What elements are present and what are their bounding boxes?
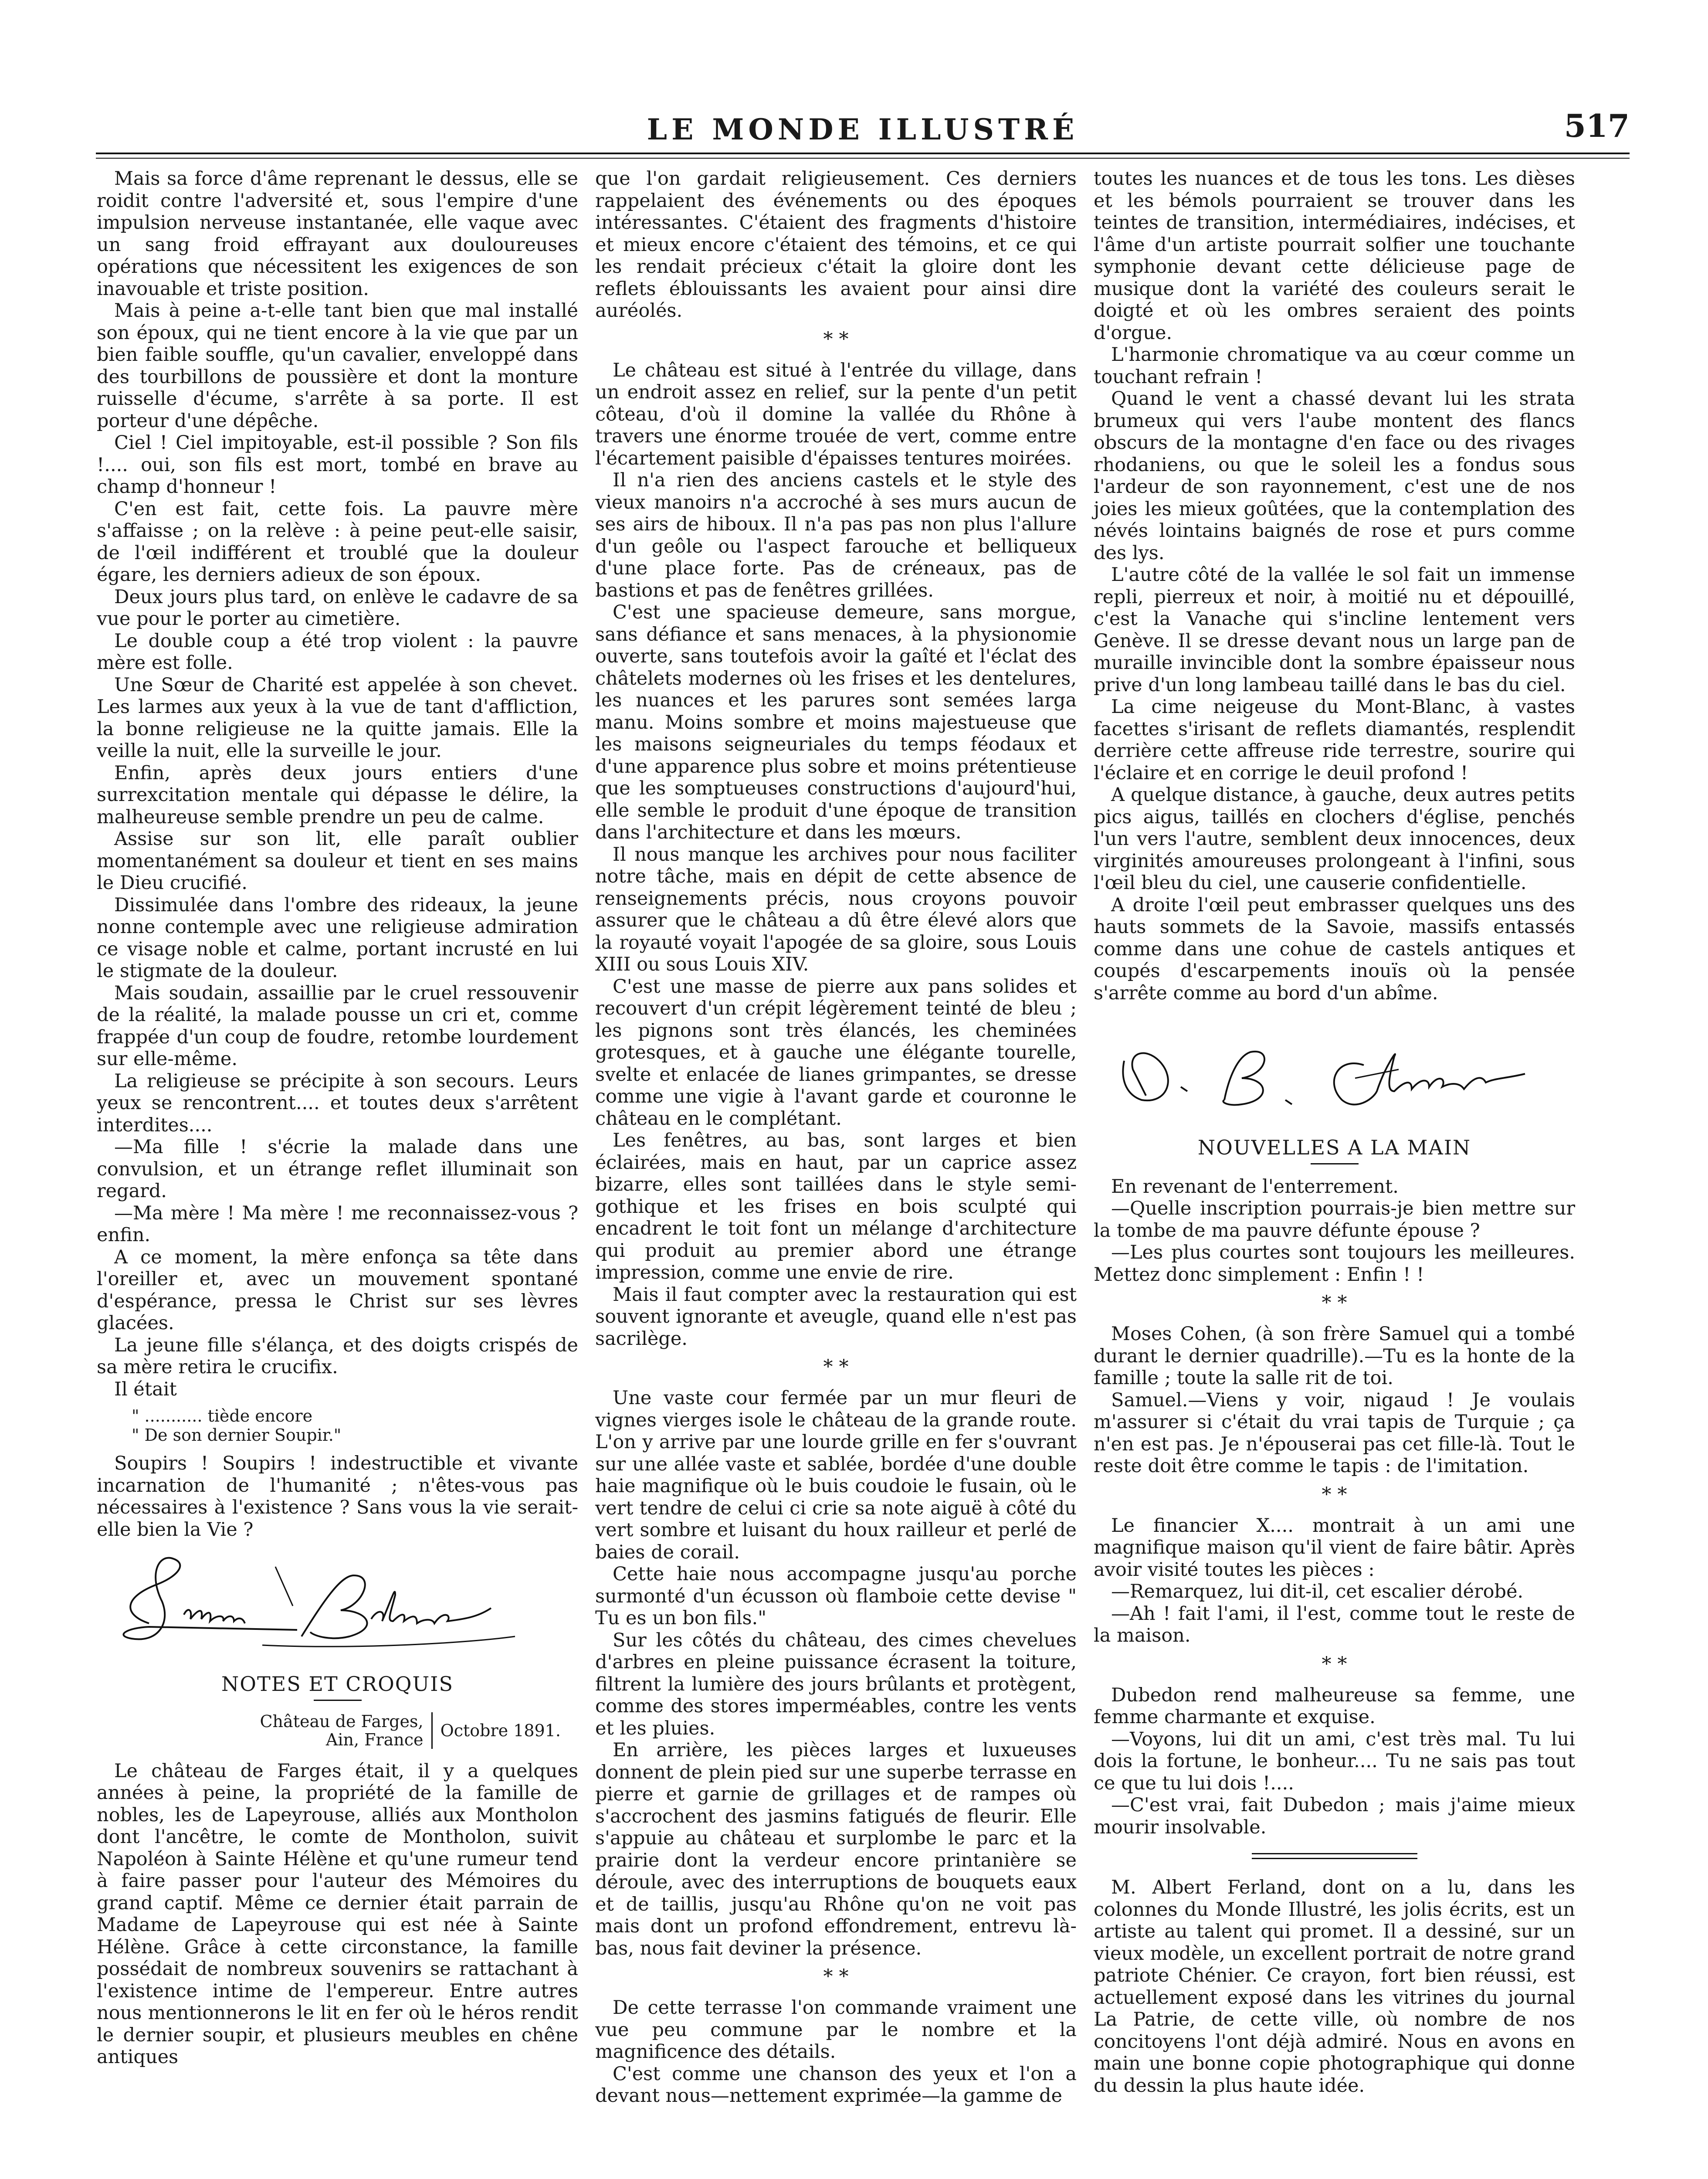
- paragraph: —Les plus courtes sont toujours les meilleures. Mettez donc simplement : Enfin ! !: [1094, 1242, 1575, 1286]
- section-title-notes: NOTES ET CROQUIS: [221, 1672, 454, 1696]
- paragraph: —Voyons, lui dit un ami, c'est très mal. Tu lui dois la fortune, le bonheur.... Tu ne sais pas tout ce que tu lui dois !....: [1094, 1728, 1575, 1794]
- paragraph: M. Albert Ferland, dont on a lu, dans les colonnes du Monde Illustré, les jolis écrits, est un artiste au talent qui promet. Il a dessiné, sur un vieux modèle, un excellent portrait de notre grand patriote Chénier. Ce crayon, fort bien réussi, est actuellement exposé dans les vitrines du journal La Patrie, de cette ville, où nombre de nos concitoyens l'ont déjà admiré. Nous en avons en main une bonne copie photographique qui donne du dessin la plus haute idée.: [1094, 1877, 1575, 2097]
- paragraph: Moses Cohen, (à son frère Samuel qui a tombé durant le dernier quadrille).—Tu es la honte de la famille ; toute la salle rit de toi.: [1094, 1323, 1575, 1389]
- asterism: * *: [1322, 1483, 1347, 1506]
- page-number: 517: [1564, 107, 1630, 144]
- paragraph: Une vaste cour fermée par un mur fleuri de vignes vierges isole le château de la grande route. L'on y arrive par une lourde grille en fer s'ouvrant sur une allée vaste et sablée, bordée d'une double haie magnifique où le buis coudoie le fusain, où le vert tendre de celui ci crie sa note aiguë à côté du vert sombre et luisant du houx railleur et perlé de baies de corail.: [595, 1387, 1077, 1563]
- paragraph: C'est une masse de pierre aux pans solides et recouvert d'un crépit légèrement teinté de bleu ; les pignons sont très élancés, les cheminées grotesques, et à gauche une élégante tourelle, svelte et enlacée de lianes grimpantes, se dresse comme une vigie à l'avant garde et couronne le château en le complétant.: [595, 975, 1077, 1130]
- signature-graphic: [1094, 1013, 1575, 1126]
- paragraph: A ce moment, la mère enfonça sa tête dans l'oreiller et, avec un mouvement spontané d'espérance, pressa le Christ sur ses lèvres glacées.: [97, 1246, 578, 1334]
- page-header: [96, 105, 1630, 153]
- asterism: * *: [1322, 1292, 1347, 1314]
- paragraph: C'est comme une chanson des yeux et l'on a devant nous—nettement exprimée—la gamme de: [595, 2063, 1077, 2107]
- asterism: * *: [823, 328, 849, 350]
- paragraph: Le financier X.... montrait à un ami une magnifique maison qu'il vient de faire bâtir. Après avoir visité toutes les pièces :: [1094, 1514, 1575, 1581]
- paragraph: La religieuse se précipite à son secours. Leurs yeux se rencontrent.... et toutes deux s'arrêtent interdites....: [97, 1070, 578, 1136]
- paragraph: Assise sur son lit, elle paraît oublier momentanément sa douleur et tient en ses mains le Dieu crucifié.: [97, 828, 578, 894]
- paragraph: L'autre côté de la vallée le sol fait un immense repli, pierreux et noir, à moitié nu et dépouillé, c'est la Vanache qui s'incline lentement vers Genève. Il se dresse devant nous un large pan de muraille invincible dont la sombre épaisseur nous prive d'un long lambeau taillé dans le bas du ciel.: [1094, 564, 1575, 696]
- signature-bolivar: [97, 1549, 578, 1663]
- paragraph: Mais sa force d'âme reprenant le dessus, elle se roidit contre l'adversité et, sous l'empire d'une impulsion nerveuse instantanée, elle vaque avec un sang froid effrayant aux douloureuses opérations que nécessitent les exigences de son inavouable et triste position.: [97, 168, 578, 300]
- asterism: * *: [1322, 1653, 1347, 1675]
- column-1: [97, 168, 578, 2068]
- section-rule: [314, 1700, 362, 1701]
- column-2: [595, 168, 1077, 2107]
- paragraph: Soupirs ! Soupirs ! indestructible et vivante incarnation de l'humanité ; n'êtes-vous pas nécessaires à l'existence ? Sans vous la vie serait-elle bien la Vie ?: [97, 1453, 578, 1541]
- signature-graphic: [97, 1549, 578, 1663]
- paragraph: —C'est vrai, fait Dubedon ; mais j'aime mieux mourir insolvable.: [1094, 1794, 1575, 1838]
- paragraph: En revenant de l'enterrement.: [1111, 1175, 1399, 1198]
- asterism: * *: [823, 1965, 849, 1988]
- paragraph: Mais à peine a-t-elle tant bien que mal installé son époux, qui ne tient encore à la vie que par un bien faible souffle, qu'un cavalier, enveloppé dans des tourbillons de poussière et dont la monture ruisselle d'écume, s'arrête à sa porte. Il est porteur d'une dépêche.: [97, 300, 578, 432]
- paragraph: —Ma mère ! Ma mère ! me reconnaissez-vous ? enfin.: [97, 1202, 578, 1246]
- paragraph: Dubedon rend malheureuse sa femme, une femme charmante et exquise.: [1094, 1684, 1575, 1728]
- signature-chevrier: [1094, 1013, 1575, 1126]
- paragraph: C'est une spacieuse demeure, sans morgue, sans défiance et sans menaces, à la physionomie ouverte, sans toutefois avoir la gaîté et l'éclat des châtelets modernes où les frises et les dentelures, les nuances et les parures sont semées larga manu. Moins sombre et moins majestueuse que les maisons seigneuriales du temps féodaux et d'une apparence plus sobre et moins prétentieuse que les somptueuses constructions d'aujourd'hui, elle semble le produit d'une époque de transition dans l'architecture et dans les mœurs.: [595, 601, 1077, 843]
- paragraph: Il était: [114, 1378, 177, 1400]
- paragraph: Mais soudain, assaillie par le cruel ressouvenir de la réalité, la malade pousse un cri et, comme frappée d'un coup de foudre, retombe lourdement sur elle-même.: [97, 982, 578, 1070]
- header-rule: [96, 153, 1630, 154]
- paragraph: Deux jours plus tard, on enlève le cadavre de sa vue pour le porter au cimetière.: [97, 586, 578, 630]
- paragraph: Il nous manque les archives pour nous faciliter notre tâche, mais en dépit de cette absence de renseignements précis, nous croyons pouvoir assurer que le château a dû être élevé alors que la royauté voyait l'apogée de sa gloire, sous Louis XIII ou sous Louis XIV.: [595, 843, 1077, 975]
- dateline-place-line: Ain, France: [325, 1730, 424, 1749]
- paragraph: A quelque distance, à gauche, deux autres petits pics aigus, taillés en clochers d'église, penchés l'un vers l'autre, semblent deux innocences, deux virginités amoureuses prolongeant à l'infini, sous l'œil bleu du ciel, une causerie confidentielle.: [1094, 784, 1575, 894]
- paragraph: En arrière, les pièces larges et luxueuses donnent de plein pied sur une superbe terrasse en pierre et garnie de grillages et de rampes où s'accrochent des jasmins fatigués de fleurir. Elle s'appuie au château et surplombe le parc et la prairie dont la verdeur encore printanière se déroule, avec des interruptions de bouquets eaux et de taillis, jusqu'au Rhône qu'on ne voit pas mais dont un profond effondrement, entrevu là-bas, nous fait deviner la présence.: [595, 1739, 1077, 1959]
- paragraph: Une Sœur de Charité est appelée à son chevet. Les larmes aux yeux à la vue de tant d'affliction, la bonne religieuse ne la quitte jamais. Elle la veille la nuit, elle la surveille le jour.: [97, 674, 578, 762]
- quote-line: " De son dernier Soupir.": [132, 1426, 342, 1445]
- paragraph: Samuel.—Viens y voir, nigaud ! Je voulais m'assurer si c'était du vrai tapis de Turquie ; ça n'en est pas. Je n'épouserai pas cet fille-là. Tout le reste doit être comme le tapis : de l'imitation.: [1094, 1389, 1575, 1477]
- paragraph: De cette terrasse l'on commande vraiment une vue peu commune par le nombre et la magnificence des détails.: [595, 1997, 1077, 2063]
- paragraph: Le double coup a été trop violent : la pauvre mère est folle.: [97, 630, 578, 674]
- section-divider: [1252, 1853, 1417, 1854]
- paragraph: —Remarquez, lui dit-il, cet escalier dérobé.: [1111, 1581, 1524, 1602]
- paragraph: Les fenêtres, au bas, sont larges et bien éclairées, mais en haut, par un caprice assez bizarre, elles sont taillées dans le style semi-gothique et les frises en bois sculpté qui encadrent le toit font un mélange d'architecture qui produit au premier abord une étrange impression, comme une envie de rire.: [595, 1130, 1077, 1283]
- paragraph: C'en est fait, cette fois. La pauvre mère s'affaisse ; on la relève : à peine peut-elle saisir, de l'œil indifférent et troublé que la douleur égare, les derniers adieux de son époux.: [97, 498, 578, 586]
- dateline-date: Octobre 1891.: [440, 1721, 561, 1740]
- paragraph: Mais il faut compter avec la restauration qui est souvent ignorante et aveugle, quand elle n'est pas sacrilège.: [595, 1283, 1077, 1350]
- paragraph: A droite l'œil peut embrasser quelques uns des hauts sommets de la Savoie, massifs entassés comme dans une cohue de castels antiques et coupés d'escarpements inouïs où la pensée s'arrête comme au bord d'un abîme.: [1094, 894, 1575, 1004]
- paragraph: Le château de Farges était, il y a quelques années à peine, la propriété de la famille de nobles, les de Lapeyrouse, alliés aux Montholon dont l'ancêtre, le comte de Montholon, suivit Napoléon à Sainte Hélène et qu'une rumeur tend à faire passer pour l'auteur des Mémoires du grand captif. Même ce dernier était parrain de Madame de Lapeyrouse qui est née à Sainte Hélène. Grâce à cette circonstance, la famille possédait de nombreux souvenirs se rattachant à l'existence intime de l'empereur. Entre autres nous mentionnerons le lit en fer où le héros rendit le dernier soupir, et plusieurs meubles en chêne antiques: [97, 1760, 578, 2068]
- paragraph: —Ah ! fait l'ami, il l'est, comme tout le reste de la maison.: [1094, 1602, 1575, 1646]
- paragraph: Enfin, après deux jours entiers d'une surrexcitation mentale qui dépasse le délire, la malheureuse semble prendre un peu de calme.: [97, 762, 578, 828]
- paragraph: Ciel ! Ciel impitoyable, est-il possible ? Son fils !.... oui, son fils est mort, tombé en brave au champ d'honneur !: [97, 432, 578, 498]
- paragraph: toutes les nuances et de tous les tons. Les dièses et les bémols pourraient se trouver dans les teintes de transition, intermédiaires, indécises, et l'âme d'un artiste pourrait solfier une touchante symphonie devant cette délicieuse page de musique dont la variété des couleurs serait le doigté et où les ombres seraient des points d'orgue.: [1094, 168, 1575, 344]
- dateline: [97, 1712, 578, 1749]
- paragraph: Dissimulée dans l'ombre des rideaux, la jeune nonne contemple avec une religieuse admiration ce visage noble et calme, portant incrusté en lui le stigmate de la douleur.: [97, 894, 578, 982]
- section-rule: [1311, 1163, 1359, 1164]
- paragraph: —Quelle inscription pourrais-je bien mettre sur la tombe de ma pauvre défunte épouse ?: [1094, 1198, 1575, 1242]
- paragraph: que l'on gardait religieusement. Ces derniers rappelaient des événements ou des époques intéressantes. C'étaient des fragments d'histoire et mieux encore c'étaient des témoins, et ce qui les rendait précieux c'était la gloire dont les reflets éblouissants les avaient pour ainsi dire auréolés.: [595, 168, 1077, 322]
- quote-line: " ........... tiède encore: [132, 1406, 313, 1426]
- paragraph: La cime neigeuse du Mont-Blanc, à vastes facettes s'irisant de reflets diamantés, resplendit derrière cette affreuse ride terrestre, sourire qui l'éclaire et en corrige le deuil profond !: [1094, 696, 1575, 784]
- paragraph: Le château est situé à l'entrée du village, dans un endroit assez en relief, sur la pente d'un petit côteau, d'où il domine la vallée du Rhône à travers une énorme trouée de vert, comme entre l'écartement paisible d'épaisses tentures moirées.: [595, 359, 1077, 469]
- quote: [132, 1406, 578, 1445]
- masthead-title: LE MONDE ILLUSTRÉ: [647, 112, 1079, 146]
- paragraph: Cette haie nous accompagne jusqu'au porche surmonté d'un écusson où flamboie cette devise " Tu es un bon fils.": [595, 1563, 1077, 1629]
- paragraph: L'harmonie chromatique va au cœur comme un touchant refrain !: [1094, 344, 1575, 388]
- column-3: [1094, 168, 1575, 2097]
- asterism: * *: [823, 1356, 849, 1378]
- dateline-place-line: Château de Farges,: [260, 1711, 424, 1731]
- paragraph: Il n'a rien des anciens castels et le style des vieux manoirs n'a accroché à ses murs aucun de ses airs de hiboux. Il n'a pas pas non plus l'allure d'un geôle ou l'aspect farouche et belliqueux d'une place forte. Pas de créneaux, pas de bastions et pas de fenêtres grillées.: [595, 469, 1077, 601]
- header-rule-thin: [96, 158, 1630, 159]
- dateline-place: [260, 1712, 432, 1749]
- paragraph: Sur les côtés du château, des cimes chevelues d'arbres en pleine puissance écrasent la toiture, filtrent la lumière des jours brûlants et protègent, comme des stores imperméables, contre les vents et les pluies.: [595, 1629, 1077, 1739]
- paragraph: Quand le vent a chassé devant lui les strata brumeux qui vers l'aube montent des flancs obscurs de la montagne d'en face ou des rivages rhodaniens, ou que le soleil les a fondus sous l'ardeur de son rayonnement, c'est une de nos joies les mieux goûtées, que la contemplation des névés lointains baignés de rose et purs comme des lys.: [1094, 388, 1575, 564]
- section-divider: [1252, 1858, 1417, 1859]
- section-title-nouvelles: NOUVELLES A LA MAIN: [1197, 1136, 1471, 1159]
- paragraph: La jeune fille s'élança, et des doigts crispés de sa mère retira le crucifix.: [97, 1334, 578, 1378]
- paragraph: —Ma fille ! s'écrie la malade dans une convulsion, et un étrange reflet illuminait son regard.: [97, 1136, 578, 1202]
